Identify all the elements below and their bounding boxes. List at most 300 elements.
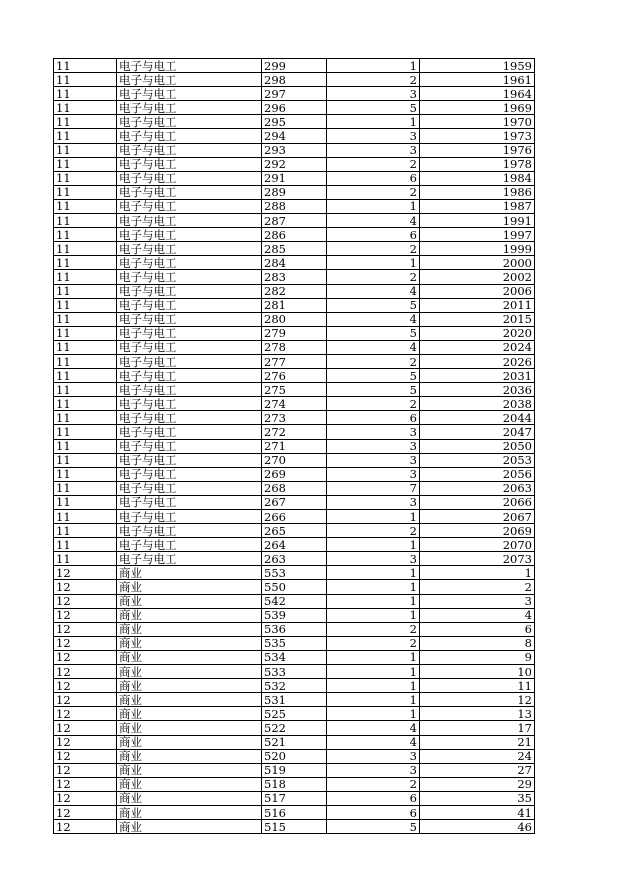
subject-code-cell: 11 — [54, 115, 117, 129]
count-cell: 6 — [327, 228, 420, 242]
cumulative-cell: 1 — [420, 566, 535, 580]
table-row — [54, 369, 535, 383]
cumulative-cell: 1997 — [420, 228, 535, 242]
score-cell: 271 — [262, 439, 327, 453]
cumulative-cell: 2006 — [420, 284, 535, 298]
count-cell: 1 — [327, 199, 420, 213]
count-cell: 1 — [327, 665, 420, 679]
subject-code-cell: 11 — [54, 383, 117, 397]
score-cell: 281 — [262, 298, 327, 312]
subject-name-cell: 商业 — [117, 650, 262, 664]
count-cell: 2 — [327, 157, 420, 171]
subject-code-cell: 11 — [54, 143, 117, 157]
subject-code-cell: 12 — [54, 580, 117, 594]
table-row — [54, 665, 535, 679]
table-row — [54, 820, 535, 834]
subject-name-cell: 电子与电工 — [117, 129, 262, 143]
score-cell: 276 — [262, 369, 327, 383]
subject-code-cell: 11 — [54, 59, 117, 73]
score-cell: 265 — [262, 524, 327, 538]
count-cell: 1 — [327, 608, 420, 622]
subject-name-cell: 电子与电工 — [117, 214, 262, 228]
table-body — [54, 59, 535, 834]
subject-code-cell: 11 — [54, 87, 117, 101]
subject-name-cell: 电子与电工 — [117, 115, 262, 129]
subject-name-cell: 商业 — [117, 636, 262, 650]
cumulative-cell: 2053 — [420, 453, 535, 467]
subject-name-cell: 电子与电工 — [117, 284, 262, 298]
count-cell: 3 — [327, 749, 420, 763]
table-row — [54, 552, 535, 566]
subject-code-cell: 11 — [54, 326, 117, 340]
cumulative-cell: 35 — [420, 791, 535, 805]
cumulative-cell: 1964 — [420, 87, 535, 101]
table-row — [54, 242, 535, 256]
subject-name-cell: 电子与电工 — [117, 101, 262, 115]
subject-name-cell: 电子与电工 — [117, 383, 262, 397]
table-row — [54, 87, 535, 101]
table-row — [54, 735, 535, 749]
subject-code-cell: 11 — [54, 538, 117, 552]
score-cell: 532 — [262, 679, 327, 693]
cumulative-cell: 2002 — [420, 270, 535, 284]
table-row — [54, 495, 535, 509]
cumulative-cell: 2044 — [420, 411, 535, 425]
score-cell: 518 — [262, 777, 327, 791]
subject-name-cell: 电子与电工 — [117, 199, 262, 213]
cumulative-cell: 2 — [420, 580, 535, 594]
count-cell: 2 — [327, 73, 420, 87]
score-cell: 279 — [262, 326, 327, 340]
subject-code-cell: 11 — [54, 73, 117, 87]
cumulative-cell: 2015 — [420, 312, 535, 326]
table-row — [54, 256, 535, 270]
table-row — [54, 805, 535, 819]
cumulative-cell: 1999 — [420, 242, 535, 256]
subject-code-cell: 12 — [54, 721, 117, 735]
subject-code-cell: 11 — [54, 129, 117, 143]
subject-name-cell: 商业 — [117, 777, 262, 791]
count-cell: 2 — [327, 185, 420, 199]
count-cell: 2 — [327, 270, 420, 284]
count-cell: 2 — [327, 636, 420, 650]
subject-code-cell: 12 — [54, 608, 117, 622]
count-cell: 5 — [327, 298, 420, 312]
subject-code-cell: 12 — [54, 820, 117, 834]
score-cell: 286 — [262, 228, 327, 242]
table-row — [54, 199, 535, 213]
subject-name-cell: 商业 — [117, 608, 262, 622]
subject-name-cell: 商业 — [117, 820, 262, 834]
subject-name-cell: 电子与电工 — [117, 524, 262, 538]
score-cell: 273 — [262, 411, 327, 425]
score-cell: 296 — [262, 101, 327, 115]
count-cell: 6 — [327, 791, 420, 805]
count-cell: 1 — [327, 650, 420, 664]
score-cell: 519 — [262, 763, 327, 777]
count-cell: 6 — [327, 411, 420, 425]
cumulative-cell: 4 — [420, 608, 535, 622]
table-row — [54, 397, 535, 411]
cumulative-cell: 2000 — [420, 256, 535, 270]
count-cell: 4 — [327, 721, 420, 735]
subject-name-cell: 商业 — [117, 791, 262, 805]
subject-code-cell: 12 — [54, 749, 117, 763]
subject-code-cell: 12 — [54, 777, 117, 791]
subject-code-cell: 11 — [54, 340, 117, 354]
subject-name-cell: 电子与电工 — [117, 354, 262, 368]
cumulative-cell: 2011 — [420, 298, 535, 312]
count-cell: 1 — [327, 580, 420, 594]
table-row — [54, 115, 535, 129]
score-cell: 291 — [262, 171, 327, 185]
subject-name-cell: 电子与电工 — [117, 411, 262, 425]
cumulative-cell: 8 — [420, 636, 535, 650]
table-row — [54, 270, 535, 284]
subject-name-cell: 电子与电工 — [117, 326, 262, 340]
score-cell: 297 — [262, 87, 327, 101]
count-cell: 4 — [327, 214, 420, 228]
score-cell: 525 — [262, 707, 327, 721]
count-cell: 1 — [327, 679, 420, 693]
score-cell: 536 — [262, 622, 327, 636]
count-cell: 4 — [327, 312, 420, 326]
table-row — [54, 228, 535, 242]
score-cell: 270 — [262, 453, 327, 467]
subject-name-cell: 电子与电工 — [117, 256, 262, 270]
subject-name-cell: 电子与电工 — [117, 298, 262, 312]
cumulative-cell: 1970 — [420, 115, 535, 129]
cumulative-cell: 24 — [420, 749, 535, 763]
subject-code-cell: 11 — [54, 214, 117, 228]
subject-code-cell: 11 — [54, 284, 117, 298]
table-row — [54, 425, 535, 439]
table-row — [54, 566, 535, 580]
subject-code-cell: 11 — [54, 199, 117, 213]
subject-name-cell: 电子与电工 — [117, 510, 262, 524]
subject-code-cell: 11 — [54, 312, 117, 326]
subject-name-cell: 商业 — [117, 622, 262, 636]
count-cell: 3 — [327, 129, 420, 143]
count-cell: 4 — [327, 735, 420, 749]
count-cell: 2 — [327, 622, 420, 636]
score-cell: 550 — [262, 580, 327, 594]
subject-name-cell: 电子与电工 — [117, 538, 262, 552]
table-row — [54, 679, 535, 693]
subject-name-cell: 电子与电工 — [117, 157, 262, 171]
count-cell: 6 — [327, 805, 420, 819]
count-cell: 4 — [327, 340, 420, 354]
cumulative-cell: 1978 — [420, 157, 535, 171]
score-cell: 292 — [262, 157, 327, 171]
cumulative-cell: 12 — [420, 693, 535, 707]
cumulative-cell: 2020 — [420, 326, 535, 340]
table-row — [54, 467, 535, 481]
score-cell: 280 — [262, 312, 327, 326]
table-row — [54, 101, 535, 115]
subject-code-cell: 11 — [54, 171, 117, 185]
table-row — [54, 312, 535, 326]
cumulative-cell: 29 — [420, 777, 535, 791]
score-cell: 535 — [262, 636, 327, 650]
subject-name-cell: 电子与电工 — [117, 270, 262, 284]
cumulative-cell: 41 — [420, 805, 535, 819]
score-cell: 288 — [262, 199, 327, 213]
score-cell: 264 — [262, 538, 327, 552]
cumulative-cell: 1991 — [420, 214, 535, 228]
subject-code-cell: 12 — [54, 735, 117, 749]
cumulative-cell: 2070 — [420, 538, 535, 552]
score-cell: 542 — [262, 594, 327, 608]
score-cell: 269 — [262, 467, 327, 481]
subject-name-cell: 电子与电工 — [117, 453, 262, 467]
subject-name-cell: 电子与电工 — [117, 369, 262, 383]
table-row — [54, 608, 535, 622]
table-row — [54, 185, 535, 199]
cumulative-cell: 2036 — [420, 383, 535, 397]
score-cell: 283 — [262, 270, 327, 284]
subject-code-cell: 11 — [54, 510, 117, 524]
subject-name-cell: 电子与电工 — [117, 171, 262, 185]
subject-code-cell: 11 — [54, 453, 117, 467]
subject-name-cell: 商业 — [117, 566, 262, 580]
cumulative-cell: 2038 — [420, 397, 535, 411]
count-cell: 2 — [327, 524, 420, 538]
subject-name-cell: 电子与电工 — [117, 425, 262, 439]
subject-name-cell: 电子与电工 — [117, 552, 262, 566]
score-cell: 268 — [262, 481, 327, 495]
subject-code-cell: 11 — [54, 354, 117, 368]
subject-code-cell: 12 — [54, 622, 117, 636]
count-cell: 3 — [327, 439, 420, 453]
cumulative-cell: 3 — [420, 594, 535, 608]
table-row — [54, 73, 535, 87]
count-cell: 1 — [327, 256, 420, 270]
subject-name-cell: 电子与电工 — [117, 242, 262, 256]
subject-name-cell: 电子与电工 — [117, 439, 262, 453]
score-cell: 533 — [262, 665, 327, 679]
count-cell: 4 — [327, 284, 420, 298]
table-row — [54, 763, 535, 777]
score-cell: 295 — [262, 115, 327, 129]
score-cell: 534 — [262, 650, 327, 664]
score-cell: 272 — [262, 425, 327, 439]
score-cell: 289 — [262, 185, 327, 199]
subject-code-cell: 11 — [54, 439, 117, 453]
cumulative-cell: 1961 — [420, 73, 535, 87]
score-cell: 520 — [262, 749, 327, 763]
cumulative-cell: 2066 — [420, 495, 535, 509]
score-cell: 274 — [262, 397, 327, 411]
table-row — [54, 326, 535, 340]
subject-name-cell: 电子与电工 — [117, 312, 262, 326]
score-cell: 285 — [262, 242, 327, 256]
table-row — [54, 340, 535, 354]
count-cell: 3 — [327, 425, 420, 439]
table-row — [54, 129, 535, 143]
subject-code-cell: 11 — [54, 411, 117, 425]
cumulative-cell: 27 — [420, 763, 535, 777]
table-row — [54, 510, 535, 524]
subject-name-cell: 电子与电工 — [117, 143, 262, 157]
subject-code-cell: 11 — [54, 552, 117, 566]
subject-code-cell: 12 — [54, 650, 117, 664]
count-cell: 3 — [327, 552, 420, 566]
table-row — [54, 721, 535, 735]
cumulative-cell: 2069 — [420, 524, 535, 538]
count-cell: 5 — [327, 820, 420, 834]
subject-code-cell: 11 — [54, 369, 117, 383]
count-cell: 5 — [327, 101, 420, 115]
cumulative-cell: 1973 — [420, 129, 535, 143]
table-row — [54, 59, 535, 73]
subject-name-cell: 电子与电工 — [117, 73, 262, 87]
score-cell: 515 — [262, 820, 327, 834]
subject-name-cell: 电子与电工 — [117, 59, 262, 73]
cumulative-cell: 10 — [420, 665, 535, 679]
count-cell: 6 — [327, 171, 420, 185]
table-row — [54, 749, 535, 763]
score-cell: 553 — [262, 566, 327, 580]
subject-name-cell: 电子与电工 — [117, 228, 262, 242]
count-cell: 1 — [327, 693, 420, 707]
table-row — [54, 439, 535, 453]
subject-code-cell: 12 — [54, 636, 117, 650]
subject-code-cell: 12 — [54, 679, 117, 693]
cumulative-cell: 11 — [420, 679, 535, 693]
subject-code-cell: 11 — [54, 397, 117, 411]
table-row — [54, 693, 535, 707]
table-row — [54, 298, 535, 312]
cumulative-cell: 2073 — [420, 552, 535, 566]
count-cell: 3 — [327, 143, 420, 157]
score-cell: 516 — [262, 805, 327, 819]
count-cell: 5 — [327, 369, 420, 383]
table-row — [54, 524, 535, 538]
score-cell: 517 — [262, 791, 327, 805]
cumulative-cell: 1969 — [420, 101, 535, 115]
table-row — [54, 284, 535, 298]
subject-name-cell: 电子与电工 — [117, 467, 262, 481]
subject-name-cell: 商业 — [117, 721, 262, 735]
table-row — [54, 636, 535, 650]
cumulative-cell: 2024 — [420, 340, 535, 354]
subject-code-cell: 12 — [54, 566, 117, 580]
cumulative-cell: 2067 — [420, 510, 535, 524]
subject-name-cell: 商业 — [117, 707, 262, 721]
cumulative-cell: 2056 — [420, 467, 535, 481]
score-cell: 521 — [262, 735, 327, 749]
subject-code-cell: 11 — [54, 101, 117, 115]
subject-code-cell: 12 — [54, 791, 117, 805]
table-row — [54, 622, 535, 636]
count-cell: 1 — [327, 594, 420, 608]
subject-code-cell: 12 — [54, 665, 117, 679]
score-cell: 266 — [262, 510, 327, 524]
score-cell: 278 — [262, 340, 327, 354]
cumulative-cell: 2031 — [420, 369, 535, 383]
subject-name-cell: 商业 — [117, 693, 262, 707]
score-cell: 275 — [262, 383, 327, 397]
subject-name-cell: 商业 — [117, 594, 262, 608]
cumulative-cell: 1987 — [420, 199, 535, 213]
count-cell: 1 — [327, 707, 420, 721]
cumulative-cell: 6 — [420, 622, 535, 636]
cumulative-cell: 9 — [420, 650, 535, 664]
cumulative-cell: 2050 — [420, 439, 535, 453]
score-cell: 293 — [262, 143, 327, 157]
table-row — [54, 171, 535, 185]
table-row — [54, 481, 535, 495]
cumulative-cell: 13 — [420, 707, 535, 721]
subject-name-cell: 电子与电工 — [117, 495, 262, 509]
cumulative-cell: 2047 — [420, 425, 535, 439]
score-cell: 284 — [262, 256, 327, 270]
table-row — [54, 411, 535, 425]
table-row — [54, 594, 535, 608]
subject-code-cell: 11 — [54, 425, 117, 439]
count-cell: 1 — [327, 566, 420, 580]
count-cell: 5 — [327, 326, 420, 340]
subject-name-cell: 电子与电工 — [117, 340, 262, 354]
score-cell: 267 — [262, 495, 327, 509]
cumulative-cell: 1984 — [420, 171, 535, 185]
count-cell: 2 — [327, 242, 420, 256]
score-cell: 522 — [262, 721, 327, 735]
score-cell: 277 — [262, 354, 327, 368]
subject-code-cell: 11 — [54, 157, 117, 171]
table-row — [54, 580, 535, 594]
subject-code-cell: 11 — [54, 270, 117, 284]
subject-name-cell: 商业 — [117, 735, 262, 749]
subject-code-cell: 12 — [54, 707, 117, 721]
subject-code-cell: 11 — [54, 481, 117, 495]
table-row — [54, 214, 535, 228]
table-row — [54, 453, 535, 467]
score-cell: 299 — [262, 59, 327, 73]
subject-name-cell: 商业 — [117, 679, 262, 693]
subject-code-cell: 11 — [54, 185, 117, 199]
count-cell: 3 — [327, 495, 420, 509]
subject-name-cell: 商业 — [117, 580, 262, 594]
count-cell: 1 — [327, 538, 420, 552]
count-cell: 1 — [327, 115, 420, 129]
subject-code-cell: 12 — [54, 805, 117, 819]
score-cell: 282 — [262, 284, 327, 298]
subject-code-cell: 11 — [54, 524, 117, 538]
score-cell: 531 — [262, 693, 327, 707]
subject-name-cell: 电子与电工 — [117, 481, 262, 495]
count-cell: 2 — [327, 777, 420, 791]
subject-name-cell: 商业 — [117, 763, 262, 777]
subject-name-cell: 商业 — [117, 805, 262, 819]
score-table — [53, 58, 535, 834]
score-cell: 539 — [262, 608, 327, 622]
cumulative-cell: 46 — [420, 820, 535, 834]
subject-code-cell: 11 — [54, 495, 117, 509]
count-cell: 2 — [327, 397, 420, 411]
score-cell: 287 — [262, 214, 327, 228]
table-row — [54, 157, 535, 171]
cumulative-cell: 2026 — [420, 354, 535, 368]
count-cell: 1 — [327, 510, 420, 524]
count-cell: 3 — [327, 763, 420, 777]
table-row — [54, 354, 535, 368]
table-row — [54, 383, 535, 397]
count-cell: 3 — [327, 87, 420, 101]
subject-code-cell: 12 — [54, 693, 117, 707]
subject-code-cell: 12 — [54, 763, 117, 777]
